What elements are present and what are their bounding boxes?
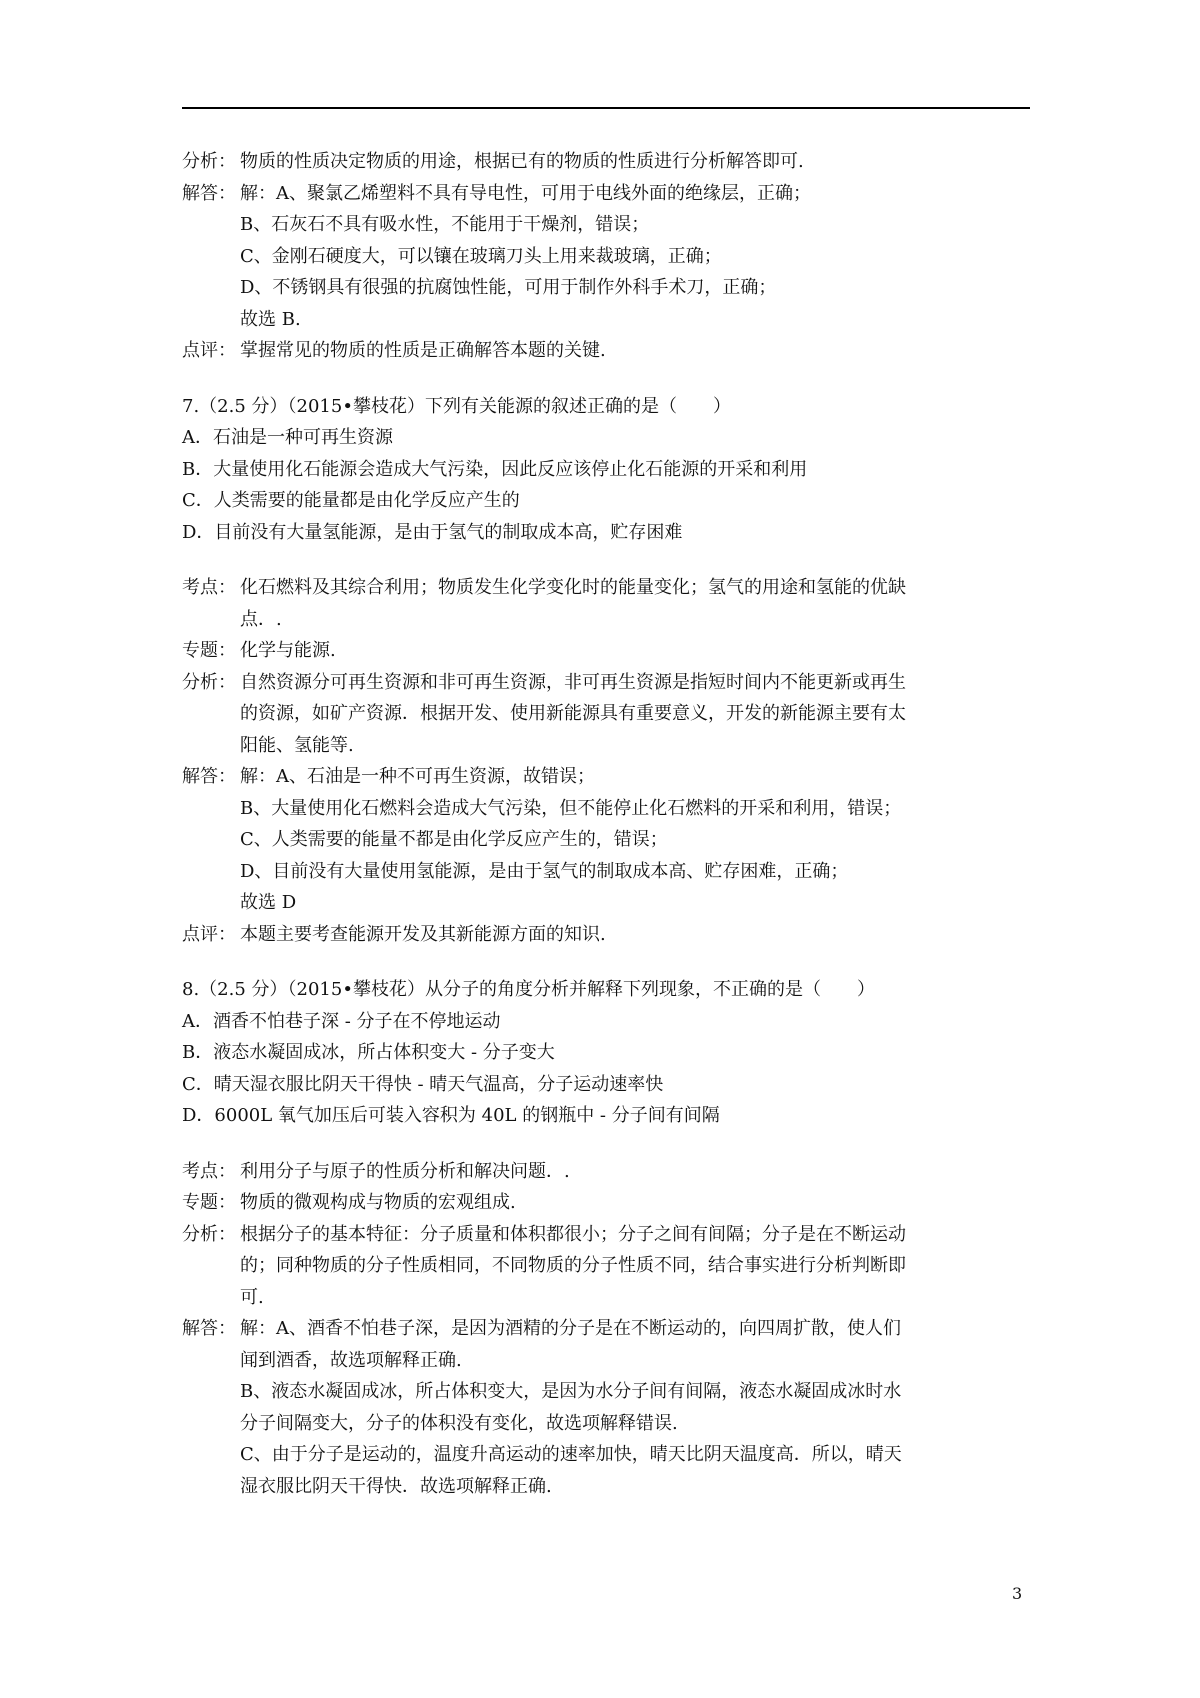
q8-option-c: C．晴天湿衣服比阴天干得快 - 晴天气温高，分子运动速率快 <box>182 1073 664 1095</box>
analysis-label: 分析： <box>182 151 236 172</box>
analysis-text: 的资源，如矿产资源．根据开发、使用新能源具有重要意义，开发的新能源主要有太 <box>240 703 906 724</box>
comment-text: 本题主要考查能源开发及其新能源方面的知识. <box>240 923 606 945</box>
comment-text: 掌握常见的物质的性质是正确解答本题的关键. <box>240 340 606 361</box>
answer-line: 分子间隔变大，分子的体积没有变化，故选项解释错误. <box>240 1412 678 1434</box>
page-number: 3 <box>1012 1584 1023 1603</box>
q7-answer <box>182 761 1032 793</box>
analysis-text: 的；同种物质的分子性质相同，不同物质的分子性质不同，结合事实进行分析判断即 <box>240 1255 906 1276</box>
analysis-text: 物质的性质决定物质的用途，根据已有的物质的性质进行分析解答即可. <box>240 151 804 172</box>
answer-label: 解答： <box>182 182 236 204</box>
document-body <box>182 146 1032 1502</box>
topic-label: 专题： <box>182 640 236 661</box>
answer-line: 故选 B. <box>240 308 301 330</box>
answer-line: C、金刚石硬度大，可以镶在玻璃刀头上用来裁玻璃，正确； <box>240 245 722 267</box>
q7-analysis <box>182 667 1032 699</box>
q8-stem: 8.（2.5 分）（2015•攀枝花）从分子的角度分析并解释下列现象，不正确的是（ ） <box>182 979 875 1000</box>
q7-option-c: C．人类需要的能量都是由化学反应产生的 <box>182 490 520 511</box>
answer-label: 解答： <box>182 1318 236 1339</box>
q6-answer <box>182 178 1032 210</box>
answer-label: 解答： <box>182 766 236 787</box>
comment-label: 点评： <box>182 923 236 945</box>
q7-option-d: D．目前没有大量氢能源，是由于氢气的制取成本高，贮存困难 <box>182 521 683 543</box>
q7-test-point <box>182 572 1032 604</box>
test-point-label: 考点： <box>182 1160 236 1182</box>
topic-label: 专题： <box>182 1192 236 1213</box>
analysis-label: 分析： <box>182 671 236 693</box>
q8-analysis <box>182 1219 1032 1251</box>
comment-label: 点评： <box>182 340 236 361</box>
test-point-text: 化石燃料及其综合利用；物质发生化学变化时的能量变化；氢气的用途和氢能的优缺 <box>240 577 906 598</box>
topic-text: 化学与能源. <box>240 640 336 661</box>
q8-test-point <box>182 1156 1032 1188</box>
q8-option-d: D．6000L 氧气加压后可装入容积为 40L 的钢瓶中 - 分子间有间隔 <box>182 1105 720 1126</box>
answer-line: 湿衣服比阴天干得快．故选项解释正确. <box>240 1475 552 1497</box>
test-point-text: 利用分子与原子的性质分析和解决问题．. <box>240 1160 570 1182</box>
analysis-label: 分析： <box>182 1223 236 1245</box>
q7-topic <box>182 635 1032 667</box>
analysis-text: 自然资源分可再生资源和非可再生资源，非可再生资源是指短时间内不能更新或再生 <box>240 671 906 693</box>
test-point-text: 点．. <box>240 608 282 630</box>
q7-stem: 7.（2.5 分）（2015•攀枝花）下列有关能源的叙述正确的是（ ） <box>182 395 731 417</box>
q8-topic <box>182 1187 1032 1219</box>
answer-line: B、石灰石不具有吸水性，不能用于干燥剂，错误； <box>240 214 650 235</box>
q6-comment <box>182 335 1032 367</box>
q7-comment <box>182 919 1032 951</box>
q8-option-a: A．酒香不怕巷子深 - 分子在不停地运动 <box>182 1010 501 1032</box>
answer-line: B、大量使用化石燃料会造成大气污染，但不能停止化石燃料的开采和利用，错误； <box>240 797 902 819</box>
answer-line: 解：A、石油是一种不可再生资源，故错误； <box>240 766 595 787</box>
q6-analysis <box>182 146 1032 178</box>
answer-line: 故选 D <box>240 892 297 913</box>
answer-line: 解：A、聚氯乙烯塑料不具有导电性，可用于电线外面的绝缘层，正确； <box>240 182 811 204</box>
header-rule <box>182 107 1030 109</box>
q8-option-b: B．液态水凝固成冰，所占体积变大 - 分子变大 <box>182 1042 555 1063</box>
answer-line: C、人类需要的能量不都是由化学反应产生的，错误； <box>240 829 668 850</box>
analysis-text: 可. <box>240 1286 264 1308</box>
q7-option-a: A．石油是一种可再生资源 <box>182 427 393 448</box>
answer-line: 闻到酒香，故选项解释正确. <box>240 1349 462 1371</box>
topic-text: 物质的微观构成与物质的宏观组成. <box>240 1192 516 1213</box>
answer-line: D、目前没有大量使用氢能源，是由于氢气的制取成本高、贮存困难，正确； <box>240 860 849 882</box>
q8-answer <box>182 1313 1032 1345</box>
answer-line: B、液态水凝固成冰，所占体积变大，是因为水分子间有间隔，液态水凝固成冰时水 <box>240 1381 902 1402</box>
analysis-text: 阳能、氢能等. <box>240 734 354 756</box>
q7-option-b: B．大量使用化石能源会造成大气污染，因此反应该停止化石能源的开采和利用 <box>182 458 808 480</box>
analysis-text: 根据分子的基本特征：分子质量和体积都很小；分子之间有间隔；分子是在不断运动 <box>240 1223 906 1245</box>
test-point-label: 考点： <box>182 577 236 598</box>
answer-line: D、不锈钢具有很强的抗腐蚀性能，可用于制作外科手术刀，正确； <box>240 277 777 298</box>
answer-line: 解：A、酒香不怕巷子深，是因为酒精的分子是在不断运动的，向四周扩散，使人们 <box>240 1318 901 1339</box>
answer-line: C、由于分子是运动的，温度升高运动的速率加快，晴天比阴天温度高．所以，晴天 <box>240 1444 902 1465</box>
